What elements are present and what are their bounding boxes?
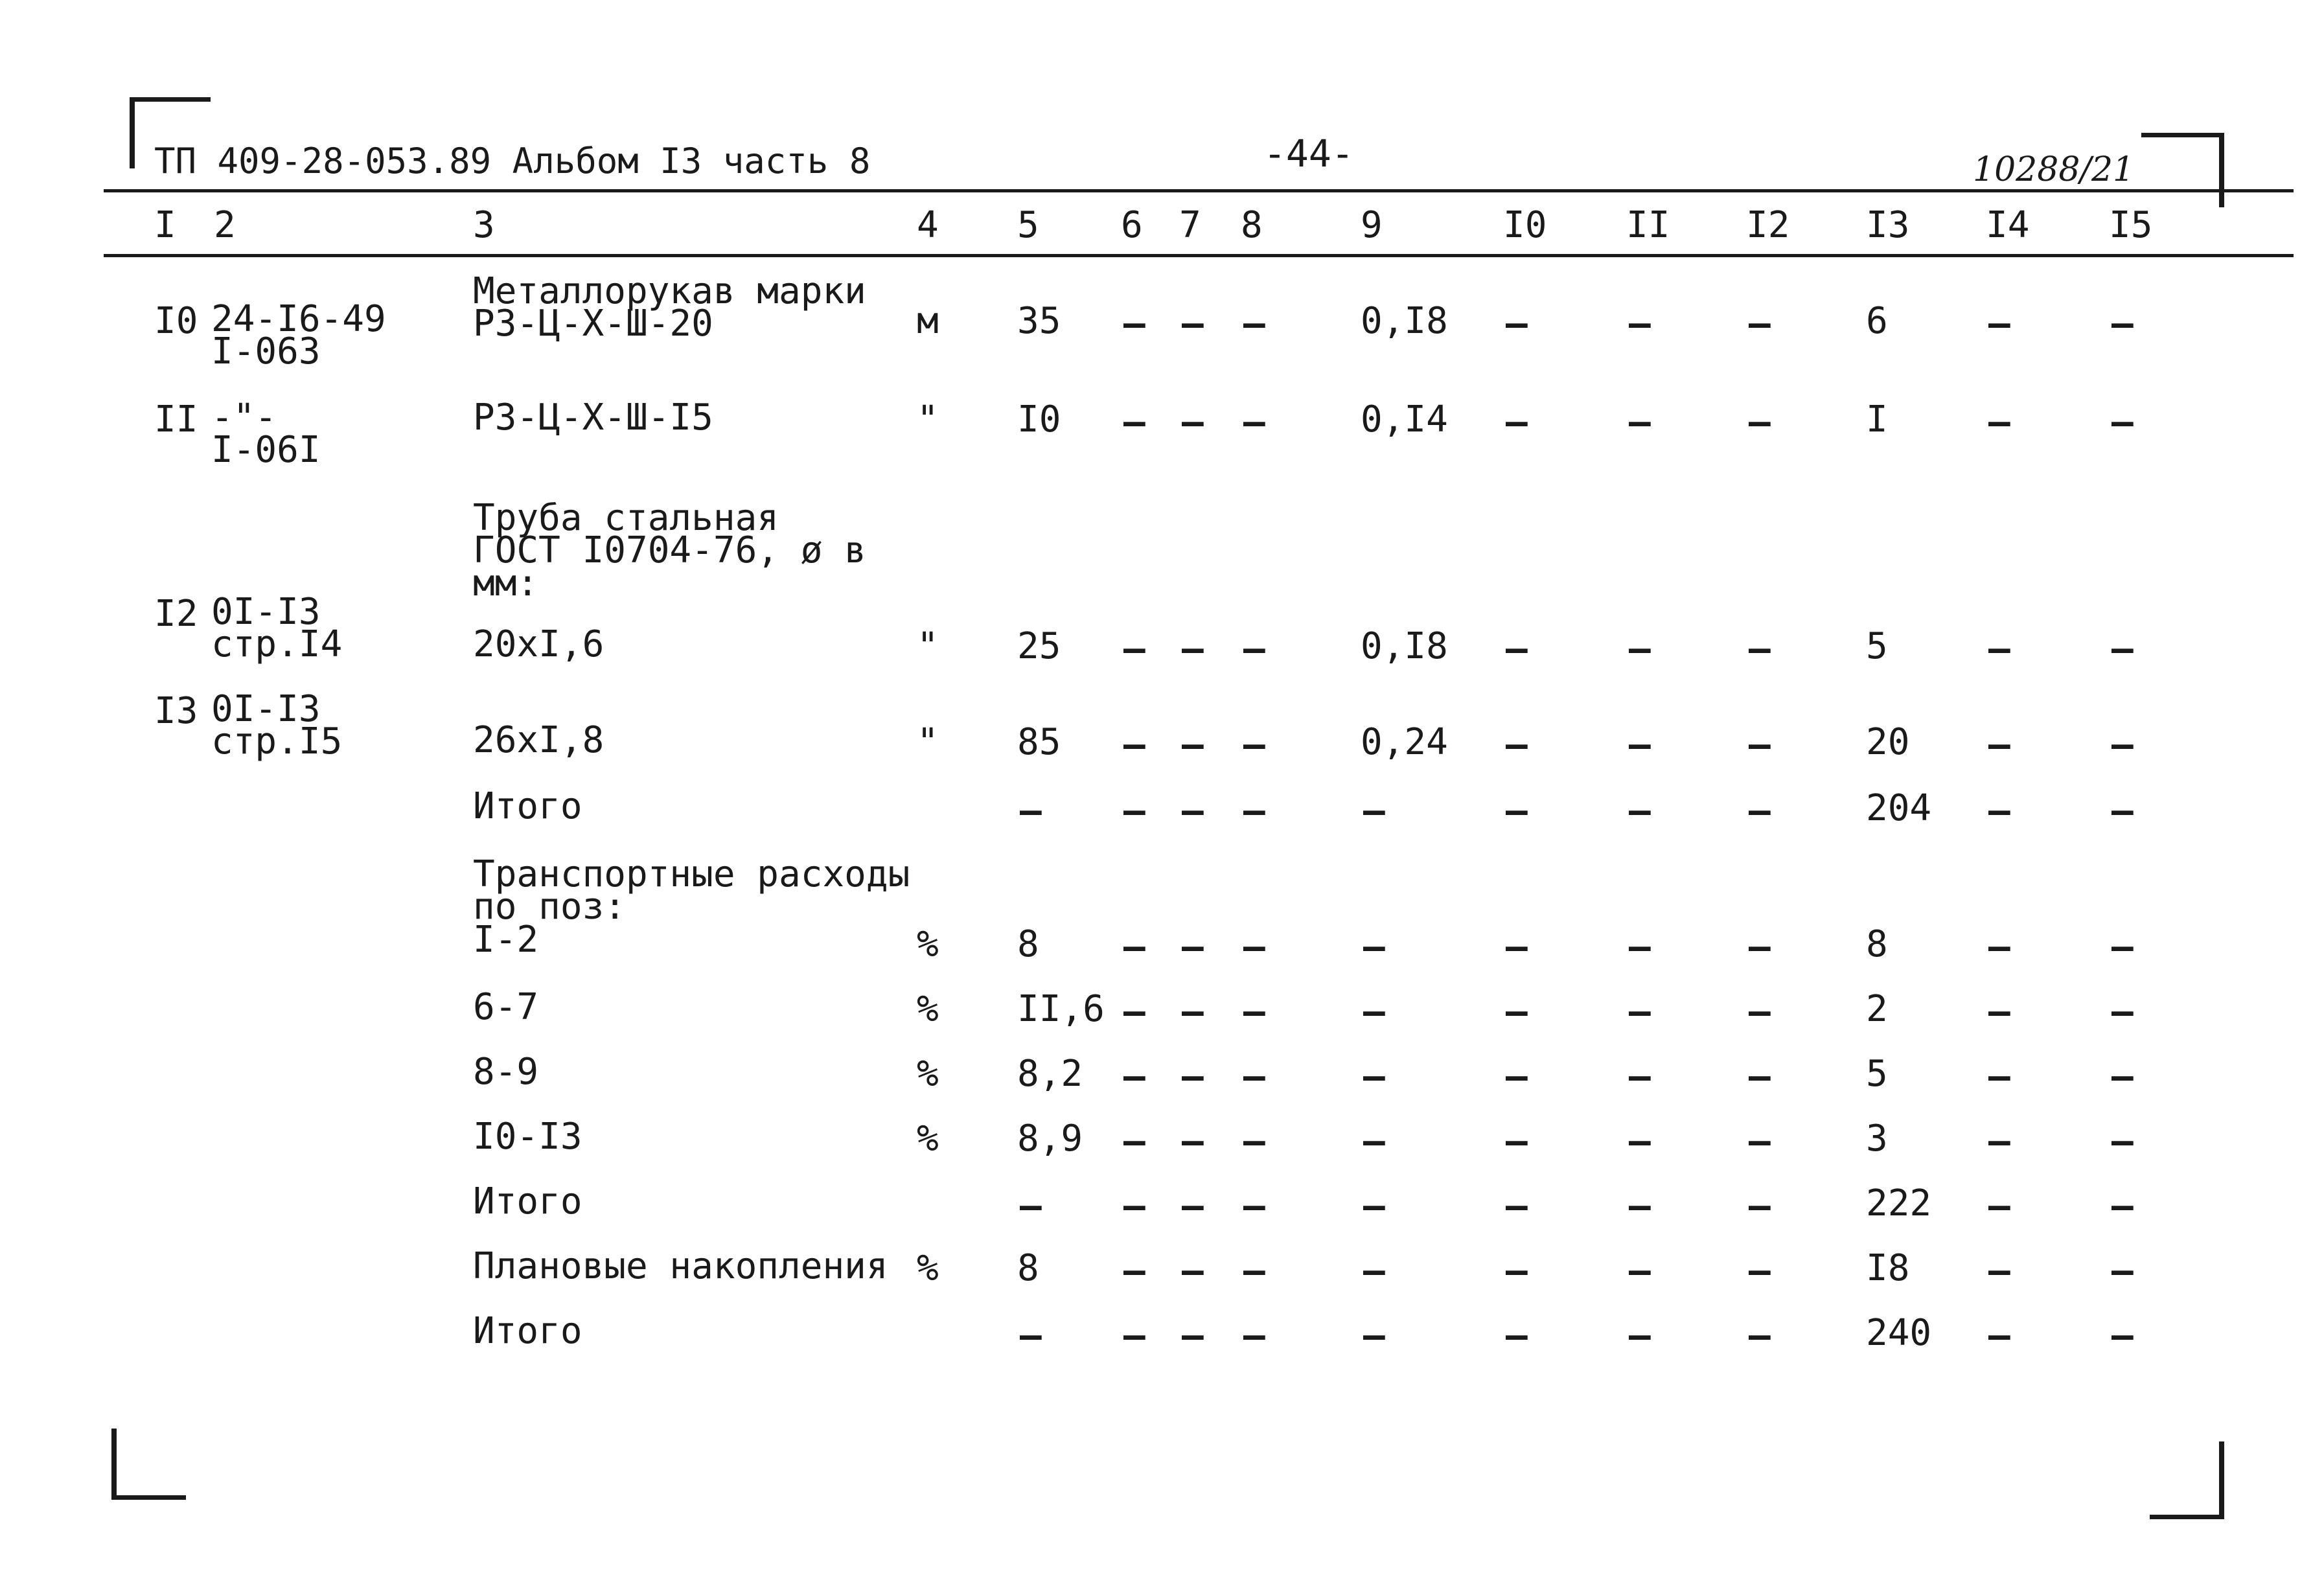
row-unit: " [917, 721, 939, 763]
row-dash-c14: – [1988, 628, 2010, 670]
row-dash-c7: – [1182, 724, 1204, 766]
column-number-3: 3 [473, 204, 495, 246]
row-name: Металлорукав марки РЗ-Ц-Х-Ш-20 [473, 270, 866, 345]
row-name: Плановые накопления [473, 1245, 888, 1287]
row-dash-c15: – [2111, 926, 2134, 968]
row-code: 0I-I3 стр.I4 [211, 591, 343, 666]
frame-corner-top-left-h [130, 97, 211, 102]
row-value-c5: 8,9 [1017, 1118, 1083, 1160]
row-dash-c8: – [1243, 926, 1265, 968]
row-dash-c7: – [1182, 1055, 1204, 1097]
row-dash-c11: – [1629, 1250, 1651, 1292]
frame-corner-top-right-h [2141, 133, 2224, 137]
row-dash-c8: – [1243, 1250, 1265, 1292]
row-value-c13: 5 [1866, 1053, 1888, 1095]
row-code: 24-I6-49 I-063 [211, 298, 386, 373]
row-value-c13: 3 [1866, 1118, 1888, 1160]
row-value-c9: 0,I8 [1361, 300, 1448, 342]
row-dash-c8: – [1243, 790, 1265, 832]
row-dash-c12: – [1749, 303, 1771, 345]
row-dash-c14: – [1988, 1315, 2010, 1357]
row-dash-c10: – [1506, 1120, 1528, 1162]
row-dash-c8: – [1243, 303, 1265, 345]
row-dash-c15: – [2111, 1055, 2134, 1097]
row-dash-c10: – [1506, 926, 1528, 968]
row-dash-c9: – [1363, 790, 1385, 832]
row-dash-c9: – [1363, 1055, 1385, 1097]
row-name: РЗ-Ц-Х-Ш-I5 [473, 396, 713, 439]
row-dash-c11: – [1629, 1315, 1651, 1357]
row-name: Транспортные расходы по поз: I-2 [473, 853, 910, 961]
row-dash-c7: – [1182, 1315, 1204, 1357]
row-dash-c15: – [2111, 303, 2134, 345]
column-number-6: 6 [1121, 204, 1143, 246]
row-dash-c12: – [1749, 1120, 1771, 1162]
row-dash-c9: – [1363, 1315, 1385, 1357]
row-value-c13: 222 [1866, 1182, 1932, 1224]
row-dash-c8: – [1243, 401, 1265, 443]
row-unit: м [917, 300, 939, 342]
row-dash-c10: – [1506, 1315, 1528, 1357]
column-number-1: I [154, 204, 176, 246]
row-dash-c10: – [1506, 401, 1528, 443]
row-dash-c10: – [1506, 1250, 1528, 1292]
row-dash-c5: – [1020, 1315, 1042, 1357]
row-value-c5: II,6 [1017, 988, 1105, 1030]
row-value-c5: 25 [1017, 625, 1061, 667]
row-dash-c7: – [1182, 790, 1204, 832]
frame-corner-bottom-left-h [111, 1495, 186, 1500]
row-value-c5: 35 [1017, 300, 1061, 342]
row-dash-c7: – [1182, 1120, 1204, 1162]
row-dash-c11: – [1629, 303, 1651, 345]
row-dash-c14: – [1988, 790, 2010, 832]
row-dash-c12: – [1749, 628, 1771, 670]
row-dash-c12: – [1749, 790, 1771, 832]
row-dash-c6: – [1123, 926, 1145, 968]
row-dash-c12: – [1749, 1315, 1771, 1357]
row-unit: % [917, 988, 939, 1030]
row-dash-c8: – [1243, 1315, 1265, 1357]
row-dash-c6: – [1123, 724, 1145, 766]
document-title: ТП 409-28-053.89 Альбом I3 часть 8 [154, 141, 871, 181]
row-dash-c15: – [2111, 991, 2134, 1033]
row-dash-c15: – [2111, 628, 2134, 670]
row-dash-c15: – [2111, 724, 2134, 766]
row-name: 26хI,8 [473, 719, 604, 761]
row-dash-c6: – [1123, 1120, 1145, 1162]
row-dash-c10: – [1506, 303, 1528, 345]
row-dash-c10: – [1506, 991, 1528, 1033]
frame-corner-top-right [2219, 133, 2224, 207]
row-name: 8-9 [473, 1051, 539, 1093]
row-dash-c15: – [2111, 1315, 2134, 1357]
row-dash-c10: – [1506, 790, 1528, 832]
row-dash-c14: – [1988, 1185, 2010, 1227]
column-number-14: I4 [1986, 204, 2030, 246]
row-value-c13: 204 [1866, 787, 1932, 829]
row-dash-c11: – [1629, 1185, 1651, 1227]
row-value-c5: I0 [1017, 398, 1061, 441]
row-unit: % [917, 1053, 939, 1095]
row-dash-c15: – [2111, 401, 2134, 443]
row-dash-c8: – [1243, 991, 1265, 1033]
header-top-rule [104, 189, 2294, 192]
row-name: Труба стальная ГОСТ I0704-76, ø в мм: [473, 497, 866, 604]
row-dash-c12: – [1749, 991, 1771, 1033]
frame-corner-bottom-right-h [2150, 1515, 2224, 1519]
column-number-11: II [1626, 204, 1670, 246]
row-dash-c7: – [1182, 1185, 1204, 1227]
row-unit: " [917, 625, 939, 667]
row-value-c9: 0,I4 [1361, 398, 1448, 441]
row-dash-c11: – [1629, 926, 1651, 968]
frame-corner-top-left [130, 97, 135, 168]
row-dash-c12: – [1749, 1250, 1771, 1292]
row-position: I0 [154, 300, 198, 342]
row-dash-c6: – [1123, 628, 1145, 670]
column-number-8: 8 [1241, 204, 1263, 246]
frame-corner-bottom-left [111, 1429, 117, 1500]
column-number-7: 7 [1179, 204, 1201, 246]
row-value-c13: I8 [1866, 1247, 1910, 1289]
row-dash-c8: – [1243, 1120, 1265, 1162]
row-value-c5: 8,2 [1017, 1053, 1083, 1095]
row-dash-c11: – [1629, 1120, 1651, 1162]
row-dash-c10: – [1506, 1185, 1528, 1227]
row-dash-c6: – [1123, 991, 1145, 1033]
row-dash-c10: – [1506, 1055, 1528, 1097]
row-value-c13: 20 [1866, 721, 1910, 763]
row-value-c13: I [1866, 398, 1888, 441]
row-value-c9: 0,I8 [1361, 625, 1448, 667]
row-value-c5: 85 [1017, 721, 1061, 763]
row-position: I2 [154, 593, 198, 635]
row-value-c13: 2 [1866, 988, 1888, 1030]
row-dash-c8: – [1243, 628, 1265, 670]
header-bottom-rule [104, 254, 2294, 257]
row-dash-c5: – [1020, 1185, 1042, 1227]
row-position: II [154, 398, 198, 441]
row-name: 20хI,6 [473, 623, 604, 665]
row-dash-c14: – [1988, 1055, 2010, 1097]
row-dash-c15: – [2111, 1250, 2134, 1292]
row-dash-c6: – [1123, 1055, 1145, 1097]
row-dash-c6: – [1123, 401, 1145, 443]
row-dash-c5: – [1020, 790, 1042, 832]
row-dash-c14: – [1988, 991, 2010, 1033]
frame-corner-bottom-right [2219, 1441, 2224, 1519]
row-name: 6-7 [473, 986, 539, 1028]
row-value-c13: 5 [1866, 625, 1888, 667]
column-number-13: I3 [1866, 204, 1910, 246]
row-value-c9: 0,24 [1361, 721, 1448, 763]
row-dash-c14: – [1988, 401, 2010, 443]
handwritten-reference: 10288/21 [1973, 150, 2135, 189]
row-dash-c11: – [1629, 1055, 1651, 1097]
row-dash-c6: – [1123, 303, 1145, 345]
row-dash-c6: – [1123, 1250, 1145, 1292]
row-dash-c11: – [1629, 628, 1651, 670]
row-dash-c6: – [1123, 1315, 1145, 1357]
column-number-2: 2 [214, 204, 236, 246]
row-unit: " [917, 398, 939, 441]
row-dash-c7: – [1182, 628, 1204, 670]
row-dash-c9: – [1363, 926, 1385, 968]
row-position: I3 [154, 690, 198, 732]
row-dash-c7: – [1182, 1250, 1204, 1292]
row-name: Итого [473, 785, 582, 827]
column-number-10: I0 [1503, 204, 1547, 246]
column-number-5: 5 [1017, 204, 1039, 246]
row-dash-c11: – [1629, 724, 1651, 766]
row-value-c5: 8 [1017, 923, 1039, 965]
column-number-4: 4 [917, 204, 939, 246]
row-dash-c7: – [1182, 303, 1204, 345]
row-dash-c7: – [1182, 991, 1204, 1033]
row-dash-c15: – [2111, 1120, 2134, 1162]
row-dash-c6: – [1123, 1185, 1145, 1227]
row-dash-c12: – [1749, 926, 1771, 968]
row-dash-c12: – [1749, 1185, 1771, 1227]
row-dash-c8: – [1243, 724, 1265, 766]
row-value-c5: 8 [1017, 1247, 1039, 1289]
row-value-c13: 8 [1866, 923, 1888, 965]
row-dash-c6: – [1123, 790, 1145, 832]
row-dash-c14: – [1988, 303, 2010, 345]
row-unit: % [917, 1118, 939, 1160]
row-dash-c10: – [1506, 724, 1528, 766]
row-dash-c9: – [1363, 1120, 1385, 1162]
row-dash-c14: – [1988, 1120, 2010, 1162]
row-dash-c12: – [1749, 1055, 1771, 1097]
row-dash-c11: – [1629, 790, 1651, 832]
row-dash-c8: – [1243, 1055, 1265, 1097]
row-code: 0I-I3 стр.I5 [211, 688, 343, 763]
row-name: I0-I3 [473, 1116, 582, 1158]
column-number-15: I5 [2109, 204, 2153, 246]
column-number-9: 9 [1361, 204, 1383, 246]
row-dash-c10: – [1506, 628, 1528, 670]
row-dash-c9: – [1363, 1185, 1385, 1227]
row-value-c13: 6 [1866, 300, 1888, 342]
row-dash-c14: – [1988, 926, 2010, 968]
row-name: Итого [473, 1310, 582, 1352]
row-dash-c7: – [1182, 401, 1204, 443]
row-name: Итого [473, 1180, 582, 1223]
row-unit: % [917, 923, 939, 965]
row-dash-c15: – [2111, 1185, 2134, 1227]
row-code: -"- I-06I [211, 396, 321, 472]
row-unit: % [917, 1247, 939, 1289]
column-number-12: I2 [1746, 204, 1790, 246]
row-dash-c8: – [1243, 1185, 1265, 1227]
row-dash-c11: – [1629, 991, 1651, 1033]
row-dash-c11: – [1629, 401, 1651, 443]
row-dash-c12: – [1749, 401, 1771, 443]
row-dash-c15: – [2111, 790, 2134, 832]
row-dash-c14: – [1988, 1250, 2010, 1292]
row-dash-c14: – [1988, 724, 2010, 766]
row-dash-c9: – [1363, 1250, 1385, 1292]
page-number: -44- [1263, 132, 1354, 176]
row-dash-c9: – [1363, 991, 1385, 1033]
row-dash-c12: – [1749, 724, 1771, 766]
row-value-c13: 240 [1866, 1312, 1932, 1354]
row-dash-c7: – [1182, 926, 1204, 968]
